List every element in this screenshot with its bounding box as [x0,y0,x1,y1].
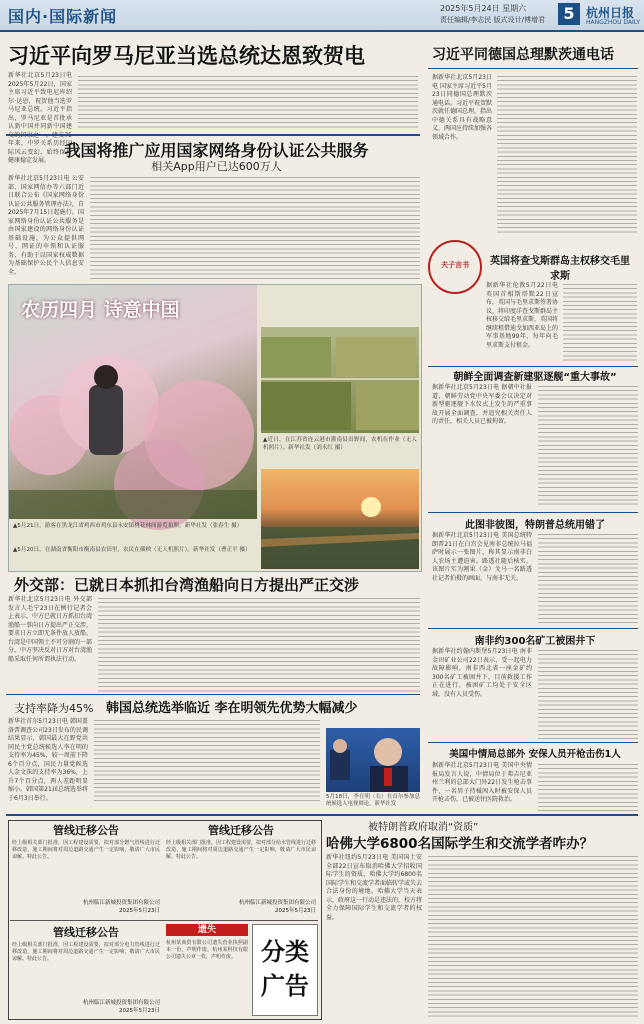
caption-1-credit: 新华社发（张春生 摄） [184,523,243,529]
mine-body-continued [538,648,638,740]
sunset-field-image [261,469,419,569]
page-number: 5 [558,3,580,25]
notice-1-body: 经上级相关部门批准，因工程建设需要，拟对部分燃气管线进行迁移改造，施工期间将对周边道路交通产生一定影响，敬请广大市民谅解。特此公告。 [12,840,160,860]
divider [10,920,318,921]
caption-3-credit: 新华社发（刘永红 摄） [288,444,346,451]
nk-headline: 朝鲜全面调查新建驱逐舰“重大事故” [453,372,617,383]
caption-1-text: ▲5月21日，游客在黑龙江省鸡西市鸡东县永安镇桃花林间游览拍照。 [13,523,185,529]
notice-2-date: 2025年5月23日 [275,908,316,914]
korea-body-continued [94,718,320,802]
lead-headline: 习近平向罗马尼亚当选总统达恩致贺电 [8,44,365,68]
classified-ad-badge [252,924,318,1016]
divider [428,742,638,743]
uk-body-continued [563,282,637,362]
section-title: 国内·国际新闻 [8,7,118,26]
nk-body-continued [538,384,638,508]
column-emblem [428,240,482,294]
notice-3 [12,924,160,1016]
notice-1-signer: 杭州临江新城投资集团有限公司 [82,900,160,906]
nk-body: 据新华社北京5月23日电 据朝中社报道，朝鲜劳动党中央军委会议决定对新型驱逐舰下水仪式上发生的严重事故开展全面调查，并追究相关责任人的责任，相关人员已被拘留。 [432,384,532,425]
lost-heading: 遗失 [166,924,248,936]
paper-logo: 杭州日报 [586,6,635,20]
editors-line: 责任编辑/李志民 版式设计/傅增君 [440,16,545,24]
notice-3-signer: 杭州临江新城投资集团有限公司 [82,1000,160,1006]
uk-body: 据新华社伦敦5月22日电 英国首相斯塔默22日宣布，英国与毛里求斯签署协议，将印度洋查戈斯群岛主权移交给毛里求斯，英国将继续租借迪戈加西亚岛上的军事基地99年，每年向毛里求斯支付租金。 [486,282,559,349]
notice-1-heading: 管线迁移公告 [53,824,119,837]
notice-3-body: 经上级相关部门批准，因工程建设需要，拟对部分电力管线进行迁移改造，施工期间将对周边道路交通产生一定影响，敬请广大市民谅解。特此公告。 [12,942,160,962]
issue-date: 2025年5月24日 星期六 [440,4,527,13]
trump-body-continued [538,532,638,624]
emblem-text: 夫子言书 [441,261,469,269]
lead-body-continued [78,74,418,130]
notice-1-date: 2025年5月23日 [119,908,160,914]
divider [6,134,420,136]
caption-2 [13,547,257,569]
korea-photo-caption-text: 5月18日，李在明（右）在首尔参加总统候选人电视辩论。 [326,794,420,807]
photo-lee-jae-myung [326,728,420,792]
harvard-body: 新华社纽约5月23日电 美国国土安全部22日宣布取消哈佛大学招收国际学生的资质，哈佛大学约6800名国际学生和交流学者面临转学或失去合法身份的境地。哈佛大学当天表示，政府这一行动是违法的，校方将全力保障国际学生和交流学者的权益。 [326,854,423,921]
lost-items: 杭州某商贸有限公司遗失营业执照副本一份，声明作废。杭州某科技有限公司遗失公章一枚，声明作废。 [166,940,248,960]
cia-body-continued [538,762,638,814]
notice-2 [166,822,316,918]
mfa-body-continued [98,596,420,692]
notice-2-heading: 管线迁移公告 [208,824,274,837]
caption-3 [263,437,417,465]
candidate-image [326,728,420,792]
korea-photo-caption [326,794,420,810]
divider [428,68,638,69]
notice-2-signer: 杭州临江新城投资集团有限公司 [238,900,316,906]
mfa-headline: 外交部：已就日本抓扣台湾渔船向日方提出严正交涉 [14,576,360,594]
harvard-headline: 哈佛大学6800名国际学生和交流学者咋办？ [326,836,594,852]
notice-2-body: 经上级相关部门批准，因工程建设需要，拟对部分给水管线进行迁移改造，施工期间将对周边道路交通产生一定影响，敬请广大市民谅解。特此公告。 [166,840,317,860]
divider [6,814,638,816]
cyber-headline: 我国将推广应用国家网络身份认证公共服务 [64,141,369,160]
korea-headline: 韩国总统选举临近 李在明领先优势大幅减少 [106,701,358,716]
cyber-body-continued [90,175,420,279]
photo-farmland [261,327,419,433]
notice-3-date: 2025年5月23日 [119,1008,160,1014]
trump-headline: 此图非彼图，特朗普总统用错了 [465,520,605,531]
trump-body: 据新华社北京5月23日电 美国总统特朗普21日在白宫会见南非总统拉马福萨时展示一张图片，称其显示南非白人农场主遭迫害。路透社随后核实，该图片实为刚果（金）戈马一名路透社记者拍摄的画面，与南非无关。 [432,532,532,582]
korea-body: 新华社首尔5月23日电 韩国盖洛普调查公司23日发布的民调结果显示，韩国最大在野党共同民主党总统候选人李在明的支持率为45%，较一周前下降6个百分点，国民力量党候选人金文洙的支持率为36%，上升7个百分点，两人差距明显缩小。韩国第21届总统选举将于6月3日举行。 [8,718,88,802]
notice-1 [12,822,160,918]
classified-ad-title: 分类广告 [261,938,309,1000]
divider [6,694,420,695]
cyber-subtitle: 相关App用户已达600万人 [151,160,282,173]
caption-2-credit: 新华社发（曹正平 摄） [193,547,251,553]
cia-body: 据新华社北京5月23日电 美国中央情报局发言人说，中情局位于弗吉尼亚州兰利的总部大门外22日发生枪击事件，一名男子持械闯入时被安保人员开枪击伤，已被送往医院救治。 [432,762,532,803]
harvard-kicker: 被特朗普政府取消“资质” [368,822,479,833]
mfa-body: 新华社北京5月23日电 外交部发言人毛宁23日在例行记者会上表示，中方已就日方抓扣台湾渔船一事向日方提出严正交涉，要求日方立即无条件放人放船。台湾是中国领土不可分割的一部分，中方坚决反对日方对台湾渔船采取任何所谓执法行动。 [8,596,93,663]
caption-2-text: ▲5月20日，在湖南省衡阳市衡南县农田里，农民在插秧（无人机照片）。 [13,547,193,553]
photo-feature [8,284,422,572]
notice-3-heading: 管线迁移公告 [53,926,119,939]
caption-3-text: ▲近日，在江苏省连云港市灌南县田野间，农机在作业（无人机照片）。 [263,437,417,451]
cyber-body: 新华社北京5月23日电 公安部、国家网信办等六部门近日联合公布《国家网络身份认证公共服务管理办法》，自2025年7月15日起施行。国家网络身份认证公共服务是由国家建设的网络身份认证基础设施，为公众提供网号、网证的申领和认证服务，有助于以国家权威数据为基础保护公民个人信息安全。 [8,175,84,276]
caption-1 [13,523,257,545]
cia-headline: 美国中情局总部外 安保人员开枪击伤1人 [449,749,621,760]
farmland-image [261,327,419,433]
germany-headline: 习近平同德国总理默茨通电话 [432,47,614,63]
uk-headline: 英国将查戈斯群岛主权移交毛里求斯 [490,256,630,282]
photo-sunset-field [261,469,419,569]
harvard-body-continued [428,854,638,1018]
mine-body: 据新华社约翰内斯堡5月23日电 南非金田矿业公司22日表示，受一起电力故障影响，南非西北省一座金矿约300名矿工被困井下，目前救援工作正在进行，被困矿工均处于安全区域，没有人员受伤。 [432,648,532,698]
germany-body: 据新华社北京5月23日电 国家主席习近平5月23日同德国总理默茨通电话。习近平祝贺默茨就任德国总理，指出中德关系具有战略意义，两国应持续加强各领域合作。 [432,74,493,141]
feature-title: 农历四月 诗意中国 [21,299,180,321]
germany-body-continued [497,74,637,234]
divider [428,628,638,629]
paper-logo-en: HANGZHOU DAILY [586,19,640,26]
korea-photo-credit: 新华社发 [374,801,397,807]
lead-body: 新华社北京5月23日电 2025年5月22日，国家主席习近平致电尼库绍尔·达恩，祝贺他当选罗马尼亚总统。习近平指出，罗马尼亚是首批承认新中国并同新中国建 年来，中罗关系历经国际风云变幻，始终保持健康稳定发展。 [8,72,72,164]
divider [428,512,638,513]
korea-kicker: 支持率降为45% [14,702,94,715]
divider [428,366,638,367]
mine-headline: 南非约300名矿工被困井下 [474,636,596,647]
